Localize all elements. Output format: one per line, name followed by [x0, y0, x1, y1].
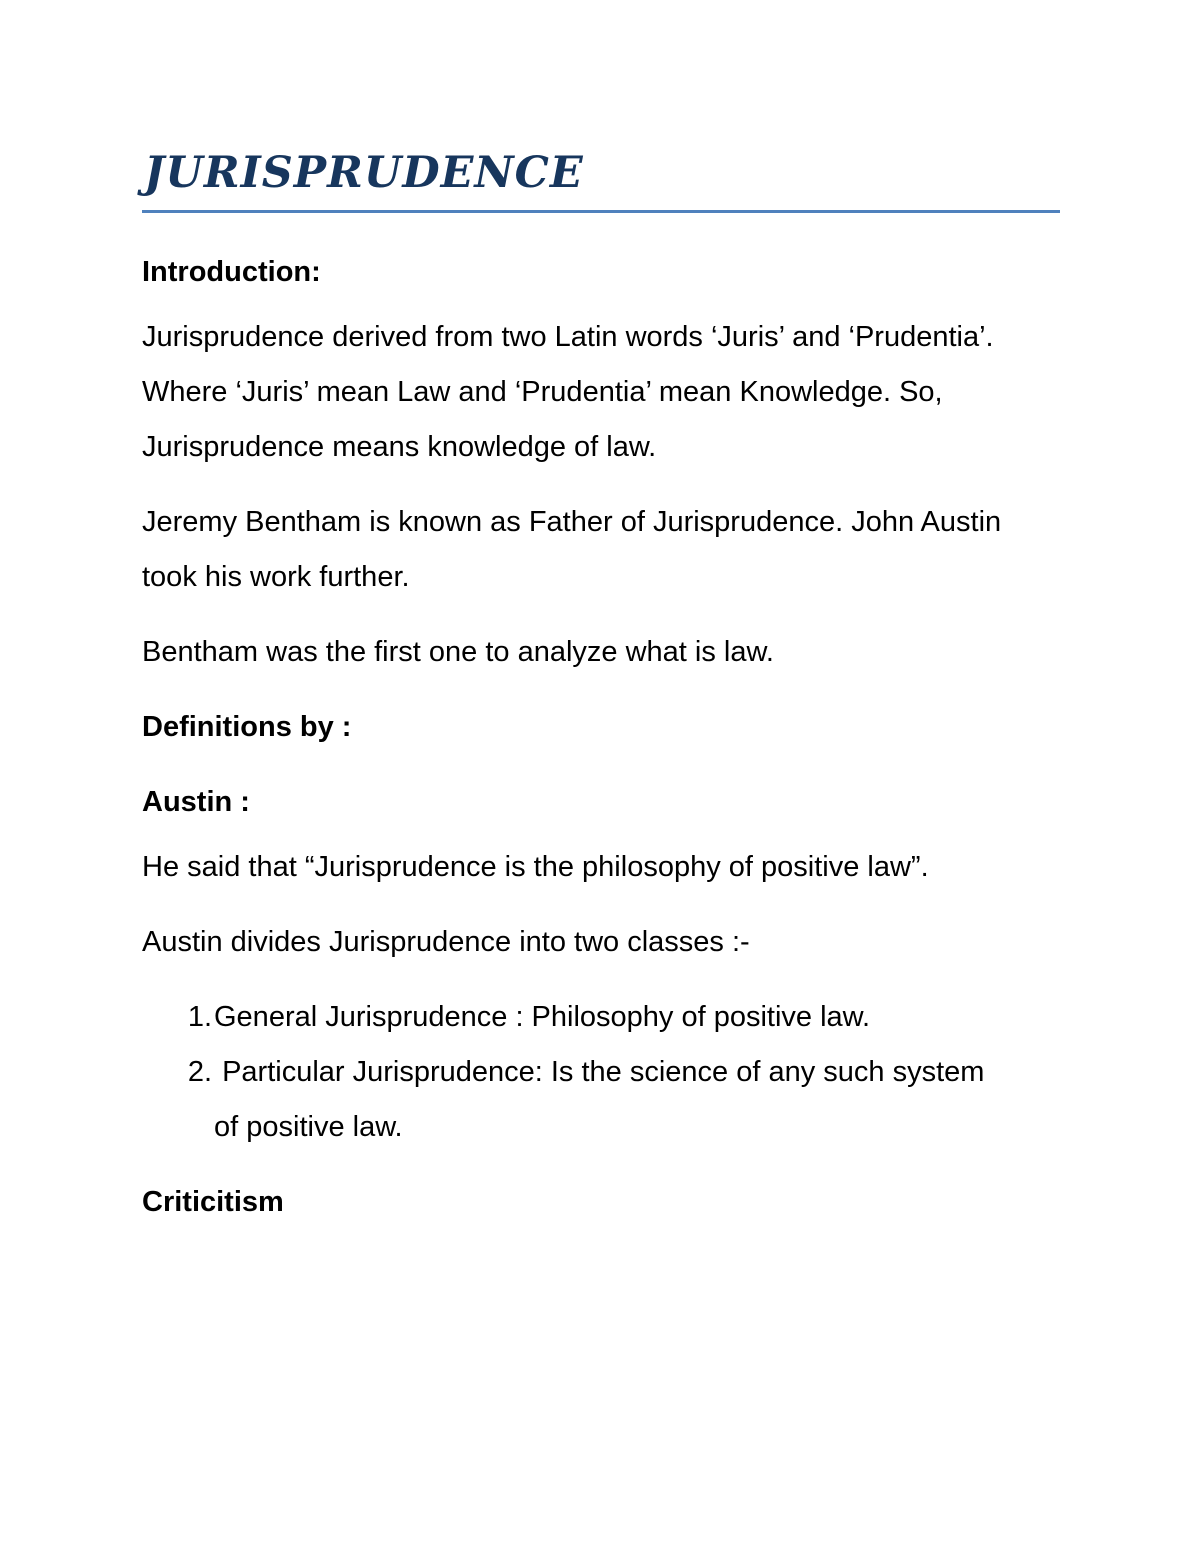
document-title: JURISPRUDENCE	[144, 148, 584, 198]
document-content	[142, 140, 1060, 1220]
criticism-heading: Criticitism	[142, 1186, 284, 1218]
list-item-number: 1.	[187, 1001, 212, 1033]
list-item	[142, 1045, 1060, 1155]
list-item-text: Particular Jurisprudence: Is the science of any such system of positive law.	[214, 1056, 993, 1143]
austin-heading: Austin :	[142, 786, 250, 818]
list-item-text: General Jurisprudence : Philosophy of positive law.	[214, 1001, 871, 1033]
bentham-first-paragraph: Bentham was the first one to analyze what is law.	[142, 636, 774, 668]
intro-paragraph: Jurisprudence derived from two Latin words ‘Juris’ and ‘Prudentia’. Where ‘Juris’ mean Law and ‘Prudentia’ mean Knowledge. So, Jurisprudence means knowledge of law.	[142, 321, 994, 463]
list-item-number: 2.	[187, 1056, 212, 1088]
definitions-heading: Definitions by :	[142, 711, 352, 743]
intro-heading: Introduction:	[142, 256, 321, 288]
bentham-paragraph: Jeremy Bentham is known as Father of Jurisprudence. John Austin took his work further.	[142, 506, 1002, 593]
austin-quote-paragraph: He said that “Jurisprudence is the philosophy of positive law”.	[142, 851, 929, 883]
list-item	[142, 990, 1060, 1045]
austin-divides-paragraph: Austin divides Jurisprudence into two classes :-	[142, 926, 750, 958]
title-underline-rule	[142, 210, 1060, 213]
classes-list	[142, 990, 1060, 1155]
